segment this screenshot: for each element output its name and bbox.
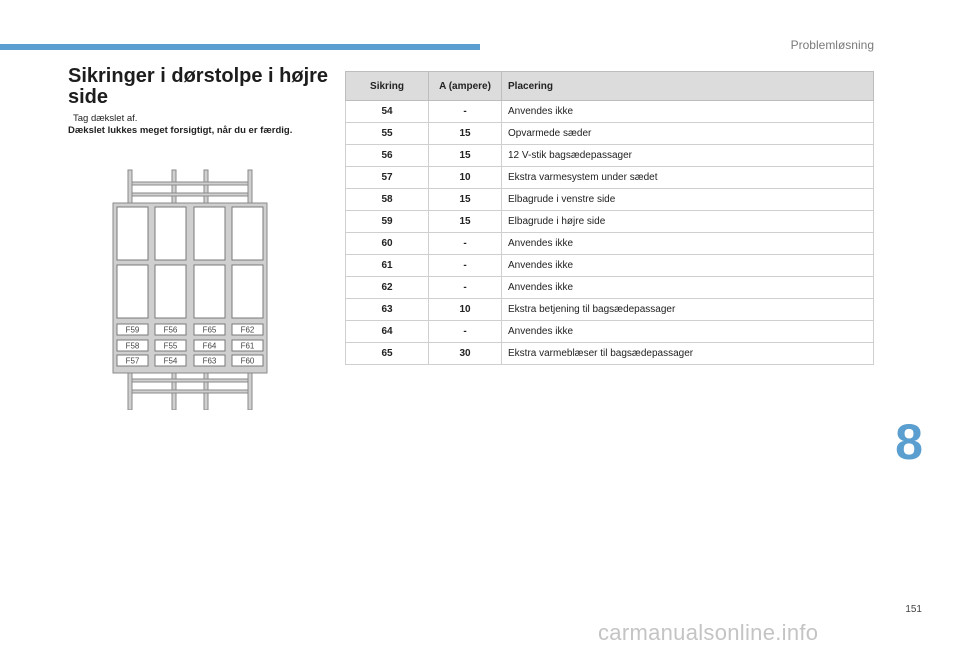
placement-cell: Anvendes ikke [502,277,874,299]
table-row [346,255,874,277]
fuse-number-cell: 62 [346,277,429,299]
placement-cell: Anvendes ikke [502,255,874,277]
placement-cell: Ekstra betjening til bagsædepassager [502,299,874,321]
ampere-cell: 15 [429,211,502,233]
ampere-cell: - [429,321,502,343]
ampere-cell: 10 [429,299,502,321]
fuse-box-diagram [110,165,270,410]
fuse-number-cell: 57 [346,167,429,189]
svg-text:F61: F61 [240,341,255,351]
svg-text:F63: F63 [202,356,217,366]
fuse-label-f55 [155,340,186,351]
svg-text:F65: F65 [202,325,217,335]
fuse-label-f60 [232,355,263,366]
fuse-label-f58 [117,340,148,351]
svg-text:F60: F60 [240,356,255,366]
chapter-number: 8 [895,414,923,470]
fuse-number-cell: 59 [346,211,429,233]
table-row [346,123,874,145]
svg-text:F59: F59 [125,325,140,335]
fuse-label-f57 [117,355,148,366]
placement-cell: Elbagrude i højre side [502,211,874,233]
table-row [346,189,874,211]
page-title: Sikringer i dørstolpe i højre side [68,65,329,108]
ampere-cell: - [429,255,502,277]
placement-cell: Ekstra varmeblæser til bagsædepassager [502,343,874,365]
placement-cell: Anvendes ikke [502,233,874,255]
instruction-step-text: Tag dækslet af. [73,113,138,124]
fuse-number-cell: 60 [346,233,429,255]
svg-text:F64: F64 [202,341,217,351]
fuse-label-f59 [117,324,148,335]
fuse-table [345,71,874,365]
table-row [346,145,874,167]
instruction-note: Dækslet lukkes meget forsigtigt, når du er færdig. [68,125,293,136]
table-row [346,233,874,255]
ampere-cell: - [429,101,502,123]
fuse-number-cell: 64 [346,321,429,343]
svg-text:F62: F62 [240,325,255,335]
page-number: 151 [905,604,922,615]
placement-cell: Elbagrude i venstre side [502,189,874,211]
instruction-step [68,113,318,125]
fuse-label-f62 [232,324,263,335]
fuse-label-f56 [155,324,186,335]
placement-cell: Opvarmede sæder [502,123,874,145]
column-header-placering: Placering [502,72,874,101]
fuse-number-cell: 65 [346,343,429,365]
svg-text:F55: F55 [163,341,178,351]
header-accent-bar [0,44,480,50]
table-row [346,211,874,233]
fuse-number-cell: 54 [346,101,429,123]
table-row [346,167,874,189]
table-row [346,277,874,299]
fuse-number-cell: 58 [346,189,429,211]
svg-text:F56: F56 [163,325,178,335]
instructions [68,113,318,137]
table-row [346,321,874,343]
fuse-label-f61 [232,340,263,351]
section-title: Problemløsning [790,38,874,52]
fuse-number-cell: 61 [346,255,429,277]
placement-cell: Anvendes ikke [502,321,874,343]
fuse-label-f65 [194,324,225,335]
ampere-cell: 15 [429,189,502,211]
svg-text:F57: F57 [125,356,140,366]
ampere-cell: 30 [429,343,502,365]
placement-cell: Anvendes ikke [502,101,874,123]
ampere-cell: - [429,277,502,299]
placement-cell: Ekstra varmesystem under sædet [502,167,874,189]
ampere-cell: - [429,233,502,255]
svg-text:F54: F54 [163,356,178,366]
table-header-row [346,72,874,101]
placement-cell: 12 V-stik bagsædepassager [502,145,874,167]
svg-text:F58: F58 [125,341,140,351]
watermark: carmanualsonline.info [598,620,819,645]
fuse-label-f64 [194,340,225,351]
fuse-label-f54 [155,355,186,366]
table-row [346,343,874,365]
ampere-cell: 15 [429,145,502,167]
ampere-cell: 15 [429,123,502,145]
table-row [346,299,874,321]
fuse-number-cell: 63 [346,299,429,321]
fuse-number-cell: 56 [346,145,429,167]
fuse-number-cell: 55 [346,123,429,145]
ampere-cell: 10 [429,167,502,189]
column-header-sikring: Sikring [346,72,429,101]
column-header-ampere: A (ampere) [429,72,502,101]
table-row [346,101,874,123]
fuse-label-f63 [194,355,225,366]
